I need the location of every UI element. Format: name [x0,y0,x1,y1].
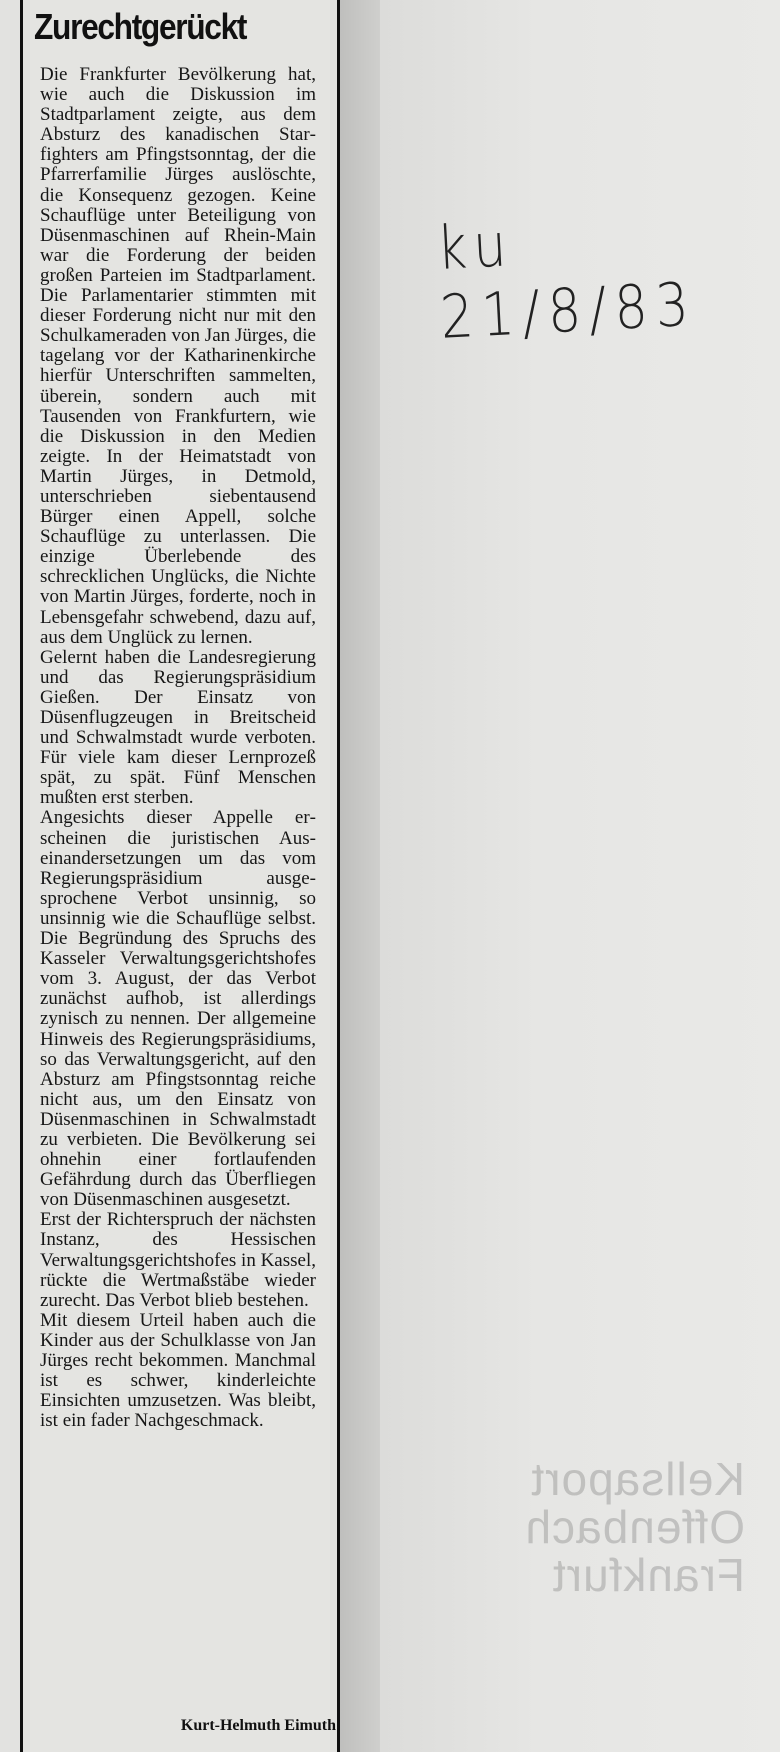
article-body [40,65,316,1431]
article-headline: Zurechtgerückt [34,6,247,47]
article-paragraph: Gelernt haben die Landesregierung und das Regierungspräsidium Gießen. Der Einsatz von Düsenflugzeugen in Breitscheid und Schwalmstadt wurde verboten. Für viele kam dieser Lernprozeß spät, zu spät. Fünf Menschen mußten erst sterben. [40,646,316,809]
article-paragraph: Angesichts dieser Appelle erscheinen die juristischen Auseinandersetzungen um das vom Regierungspräsidium ausgesprochene Verbot unsinnig, so unsinnig wie die Schauflüge selbst. Die Begründung des Spruchs des Kasseler Verwaltungsgerichtshofes vom 3. August, der das Verbot zunächst aufhob, ist allerdings zynisch zu nennen. Der allgemeine Hinweis des Regierungspräsidiums, so das Verwaltungsgericht, auf den Absturz am Pfingstsonntag reiche nicht aus, um den Einsatz von Düsenmaschinen in Schwalmstadt zu verbieten. Die Bevölkerung sei ohnehin einer fortlaufenden Gefährdung durch das Überfliegen von Düsenmaschinen ausgesetzt. [40,807,316,1211]
paper-shadow [340,0,380,1752]
paper-margin [0,0,22,1752]
article-paragraph: Erst der Richterspruch der nächsten Instanz, des Hessischen Verwaltungsgerichtshofes in Kassel, rückte die Wertmaßstäbe wieder zurecht. Das Verbot blieb bestehen. [40,1209,316,1311]
handwritten-date-note: ku 21/8/83 [435,210,699,353]
article-paragraph: Die Frankfurter Bevölkerung hat, wie auch die Diskussion im Stadtparlament zeigte, aus dem Absturz des kanadischen Starfighters am Pfingstsonntag, der die Pfarrerfamilie Jürges auslöschte, die Konsequenz gezogen. Keine Schauflüge unter Beteiligung von Düsenmaschinen auf Rhein-Main war die Forderung der beiden großen Parteien im Stadtparlament. Die Parlamentarier stimmten mit dieser Forderung nicht nur mit den Schulkameraden von Jan Jürges, die tagelang vor der Katharinenkirche hierfür Unterschriften sammelten, überein, sondern auch mit Tausenden von Frankfurtern, wie die Diskussion in den Medien zeigte. In der Heimatstadt von Martin Jürges, in Detmold, unterschrieben siebentausend Bürger einen Appell, solche Schauflüge zu unterlassen. Die einzige Überlebende des schrecklichen Unglücks, die Nichte von Martin Jürges, forderte, noch in Lebensgefahr schwebend, dazu auf, aus dem Unglück zu lernen. [40,64,316,648]
author-byline: Kurt-Helmuth Eimuth [180,1717,336,1734]
article-paragraph: Mit diesem Urteil haben auch die Kinder aus der Schulklasse von Jan Jürges recht bekommen. Manchmal ist es schwer, kinderleichte Einsichten umzusetzen. Was bleibt, ist ein fader Nachgeschmack. [40,1309,316,1432]
show-through-text: Kellsaport Offenbach Frankfurt [524,1453,745,1601]
